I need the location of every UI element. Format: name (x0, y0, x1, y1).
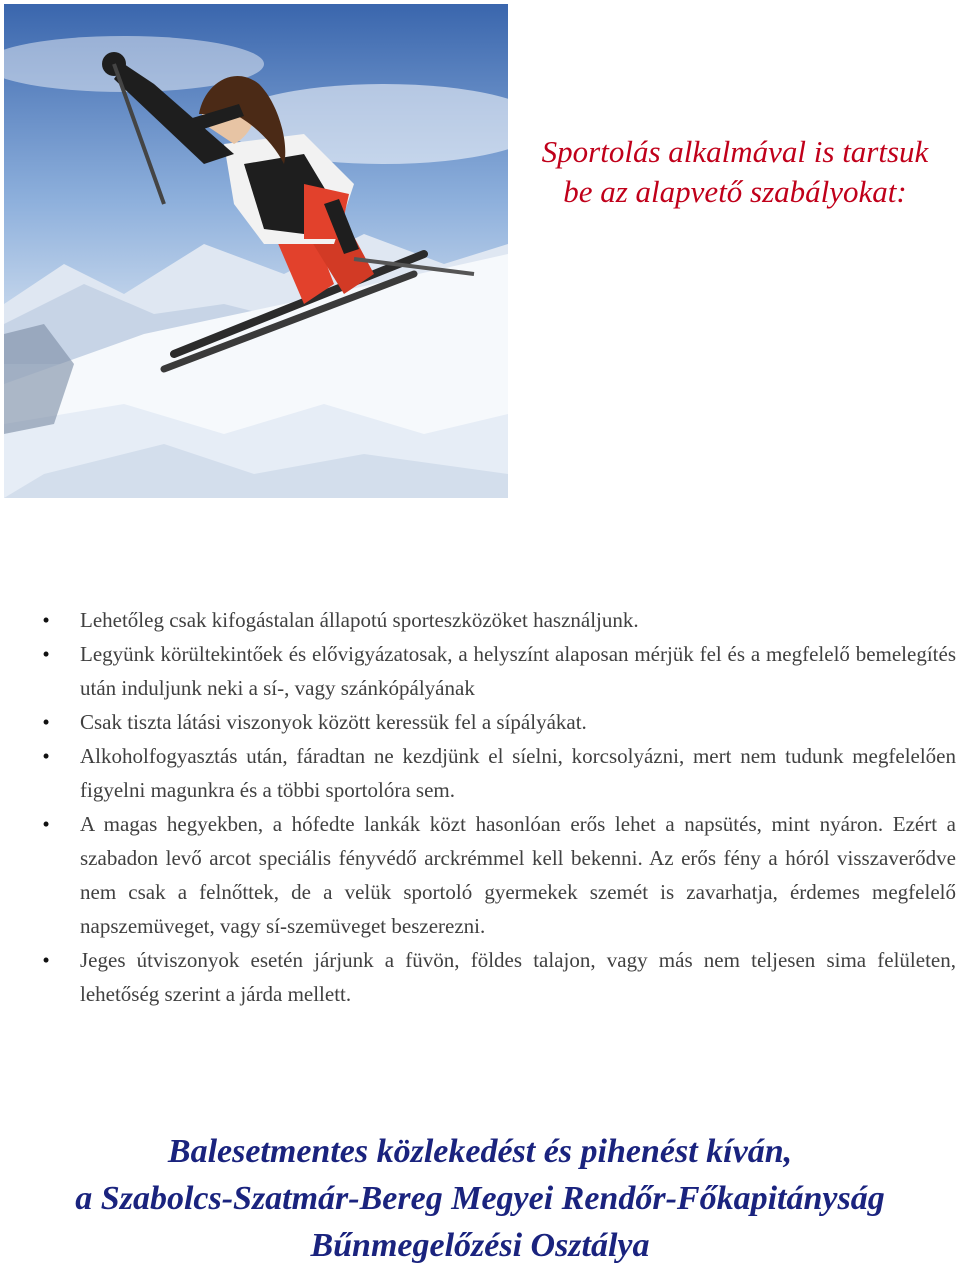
closing-line-1: Balesetmentes közlekedést és pihenést kíván, (167, 1133, 793, 1170)
bullet-icon: • (42, 608, 50, 632)
list-item (40, 943, 956, 1011)
rules-heading (520, 132, 950, 212)
rules-heading-line-1: Sportolás alkalmával is tartsuk (541, 134, 929, 169)
closing-line-2: a Szabolcs-Szatmár-Bereg Megyei Rendőr-Főkapitányság (75, 1180, 885, 1217)
bullet-icon: • (42, 812, 50, 836)
rule-text: Lehetőleg csak kifogástalan állapotú sporteszközöket használjunk. (80, 608, 639, 632)
list-item (40, 807, 956, 943)
bullet-icon: • (42, 642, 50, 666)
rule-text: Alkoholfogyasztás után, fáradtan ne kezdjünk el síelni, korcsolyázni, mert nem tudunk megfelelően figyelni magunkra és a többi sportolóra sem. (80, 744, 956, 802)
skier-photo (4, 4, 508, 498)
closing-signature (0, 1128, 960, 1269)
bullet-icon: • (42, 744, 50, 768)
list-item (40, 739, 956, 807)
rule-text: Legyünk körültekintőek és elővigyázatosak, a helyszínt alaposan mérjük fel és a megfelelő bemelegítés után induljunk neki a sí-, vagy szánkópályának (80, 642, 956, 700)
rule-text: Csak tiszta látási viszonyok között keressük fel a sípályákat. (80, 710, 587, 734)
rules-heading-line-2: be az alapvető szabályokat: (563, 174, 907, 209)
list-item (40, 705, 956, 739)
bullet-icon: • (42, 710, 50, 734)
list-item (40, 637, 956, 705)
rules-list (40, 603, 956, 1011)
closing-line-3: Bűnmegelőzési Osztálya (310, 1227, 650, 1264)
list-item (40, 603, 956, 637)
skier-illustration (4, 4, 508, 498)
rule-text: Jeges útviszonyok esetén járjunk a füvön, földes talajon, vagy más nem teljesen sima felületen, lehetőség szerint a járda mellett. (80, 948, 956, 1006)
bullet-icon: • (42, 948, 50, 972)
rule-text: A magas hegyekben, a hófedte lankák közt hasonlóan erős lehet a napsütés, mint nyáron. Ezért a szabadon levő arcot speciális fényvédő arckrémmel kell bekenni. Az erős fény a hóról visszaverődve nem csak a felnőttek, de a velük sportoló gyermekek szemét is zavarhatja, érdemes megfelelő napszemüveget, vagy sí-szemüveget beszerezni. (80, 812, 956, 938)
